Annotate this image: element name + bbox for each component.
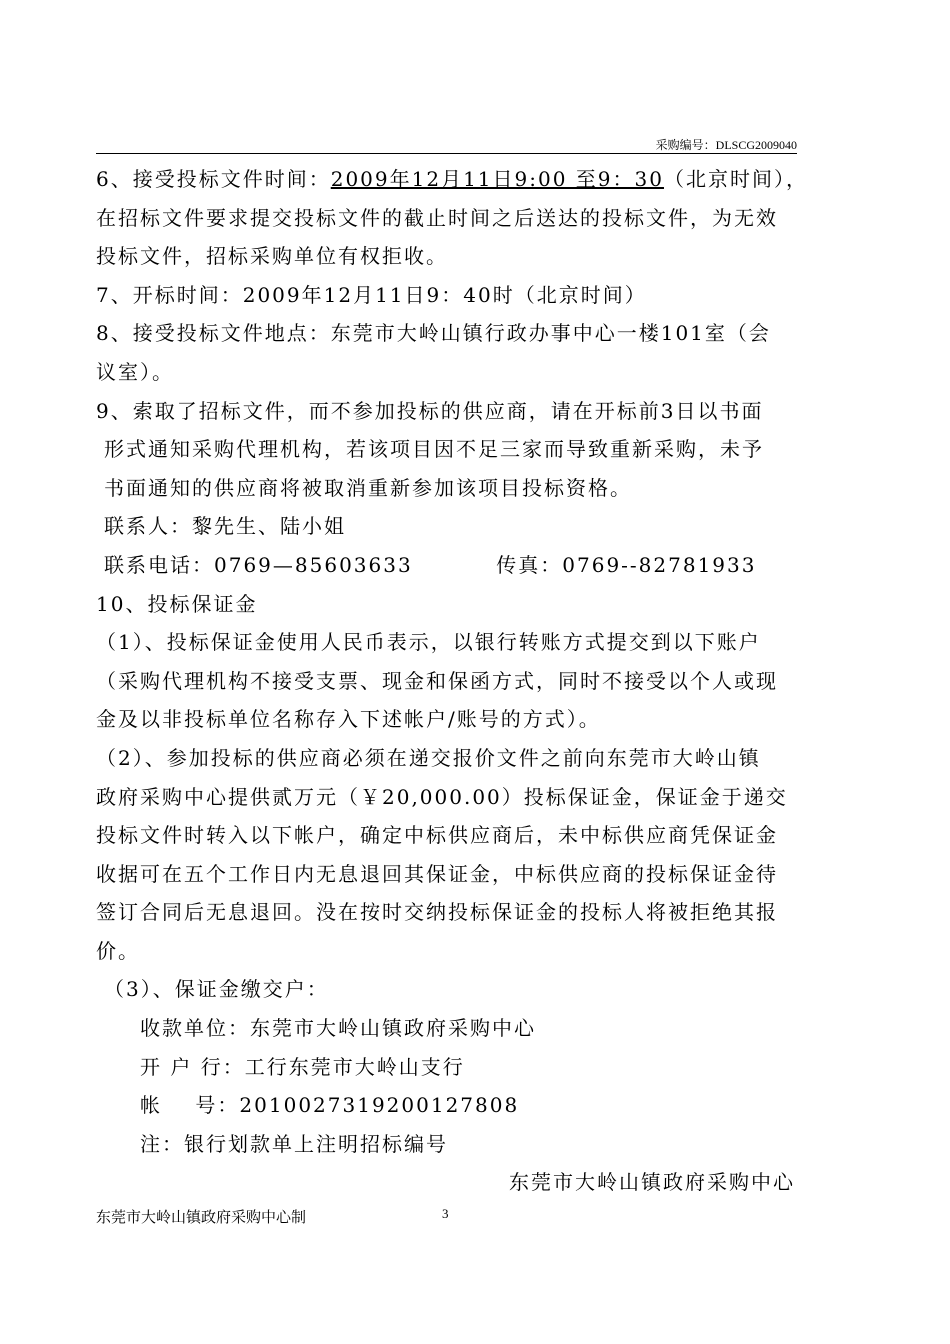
footer-maker: 东莞市大岭山镇政府采购中心制	[96, 1210, 307, 1226]
item-9-line-2: 形式通知采购代理机构，若该项目因不足三家而导致重新采购，未予	[104, 437, 764, 462]
item-8-line-2: 议室）。	[96, 359, 174, 384]
item-6-prefix: 6、接受投标文件时间：	[96, 167, 331, 191]
header-divider	[96, 153, 797, 154]
account-number: 帐 号：2010027319200127808	[140, 1093, 520, 1118]
signature: 东莞市大岭山镇政府采购中心	[509, 1170, 795, 1195]
sub-2-line-4: 收据可在五个工作日内无息退回其保证金，中标供应商的投标保证金待	[96, 861, 778, 886]
sub-1-line-3: 金及以非投标单位名称存入下述帐户/账号的方式）。	[96, 707, 601, 732]
sub-1-line-1: （1）、投标保证金使用人民币表示，以银行转账方式提交到以下账户	[96, 630, 761, 655]
contact-person: 联系人：黎先生、陆小姐	[104, 514, 346, 539]
remittance-note: 注：银行划款单上注明招标编号	[140, 1131, 448, 1156]
procurement-number: 采购编号：DLSCG2009040	[655, 138, 797, 152]
sub-2-line-6: 价。	[96, 938, 140, 963]
item-10-heading: 10、投标保证金	[96, 591, 258, 616]
document-body	[96, 160, 808, 1202]
page-number: 3	[442, 1206, 449, 1221]
item-6-line-1	[96, 160, 808, 199]
payee: 收款单位：东莞市大岭山镇政府采购中心	[140, 1016, 536, 1041]
item-6-suffix: （北京时间），	[663, 167, 808, 191]
contact-phone: 联系电话：0769—85603633 传真：0769--82781933	[104, 552, 757, 577]
item-9-line-3: 书面通知的供应商将被取消重新参加该项目投标资格。	[104, 475, 632, 500]
sub-2-line-1: （2）、参加投标的供应商必须在递交报价文件之前向东莞市大岭山镇	[96, 745, 761, 770]
sub-2-line-2: 政府采购中心提供贰万元（￥20,000.00）投标保证金，保证金于递交	[96, 784, 788, 809]
sub-2-line-5: 签订合同后无息退回。没在按时交纳投标保证金的投标人将被拒绝其报	[96, 900, 778, 925]
item-8-line-1: 8、接受投标文件地点：东莞市大岭山镇行政办事中心一楼101室（会	[96, 321, 771, 346]
bank-branch: 开 户 行：工行东莞市大岭山支行	[140, 1054, 465, 1079]
item-6-time-range: 2009年12月11日9:00 至9：30	[330, 167, 664, 191]
item-9-line-1: 9、索取了招标文件，而不参加投标的供应商，请在开标前3日以书面	[96, 398, 764, 423]
item-6-line-3: 投标文件，招标采购单位有权拒收。	[96, 244, 448, 269]
sub-1-line-2: （采购代理机构不接受支票、现金和保函方式，同时不接受以个人或现	[96, 668, 778, 693]
sub-3-heading: （3）、保证金缴交户：	[104, 977, 329, 1002]
item-6-line-2: 在招标文件要求提交投标文件的截止时间之后送达的投标文件，为无效	[96, 205, 778, 230]
item-7: 7、开标时间：2009年12月11日9：40时（北京时间）	[96, 282, 647, 307]
sub-2-line-3: 投标文件时转入以下帐户，确定中标供应商后，未中标供应商凭保证金	[96, 823, 778, 848]
